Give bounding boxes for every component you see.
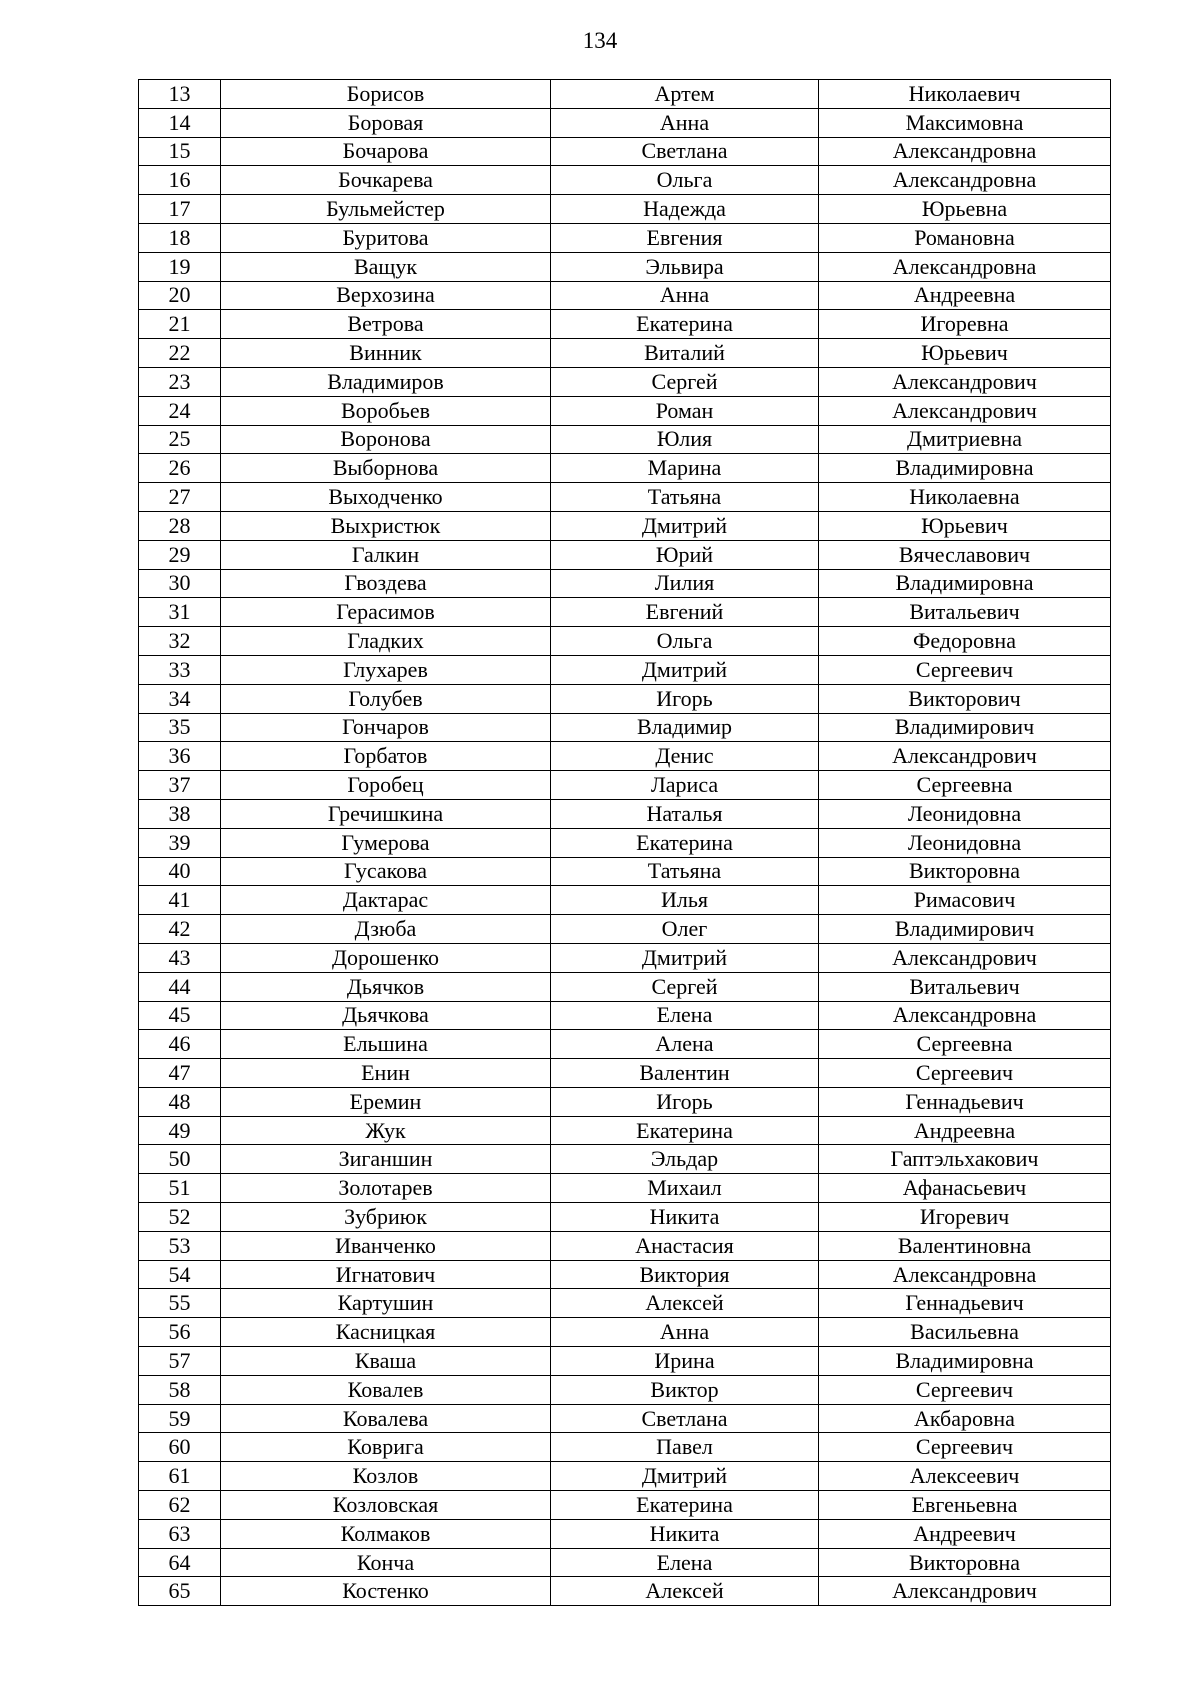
last-name-cell: Гвоздева [221, 569, 551, 598]
last-name-cell: Гусакова [221, 857, 551, 886]
first-name-cell: Екатерина [551, 1491, 819, 1520]
row-number-cell: 54 [139, 1260, 221, 1289]
row-number-cell: 60 [139, 1433, 221, 1462]
patronymic-cell: Дмитриевна [819, 425, 1111, 454]
first-name-cell: Сергей [551, 367, 819, 396]
first-name-cell: Дмитрий [551, 943, 819, 972]
first-name-cell: Екатерина [551, 310, 819, 339]
row-number-cell: 17 [139, 195, 221, 224]
table-row [139, 454, 1111, 483]
patronymic-cell: Леонидовна [819, 828, 1111, 857]
patronymic-cell: Александрович [819, 367, 1111, 396]
row-number-cell: 50 [139, 1145, 221, 1174]
patronymic-cell: Витальевич [819, 598, 1111, 627]
patronymic-cell: Алексеевич [819, 1462, 1111, 1491]
first-name-cell: Светлана [551, 137, 819, 166]
table-row [139, 137, 1111, 166]
first-name-cell: Евгений [551, 598, 819, 627]
table-row [139, 742, 1111, 771]
row-number-cell: 56 [139, 1318, 221, 1347]
last-name-cell: Ковалев [221, 1375, 551, 1404]
patronymic-cell: Александрович [819, 943, 1111, 972]
row-number-cell: 19 [139, 252, 221, 281]
table-row [139, 1404, 1111, 1433]
table-row [139, 1174, 1111, 1203]
last-name-cell: Жук [221, 1116, 551, 1145]
first-name-cell: Валентин [551, 1059, 819, 1088]
row-number-cell: 57 [139, 1347, 221, 1376]
patronymic-cell: Андреевна [819, 1116, 1111, 1145]
table-row [139, 108, 1111, 137]
last-name-cell: Бульмейстер [221, 195, 551, 224]
first-name-cell: Игорь [551, 684, 819, 713]
last-name-cell: Ельшина [221, 1030, 551, 1059]
table-row [139, 1203, 1111, 1232]
patronymic-cell: Владимировна [819, 454, 1111, 483]
row-number-cell: 58 [139, 1375, 221, 1404]
table-row [139, 1145, 1111, 1174]
patronymic-cell: Витальевич [819, 972, 1111, 1001]
table-row [139, 655, 1111, 684]
last-name-cell: Винник [221, 339, 551, 368]
patronymic-cell: Викторович [819, 684, 1111, 713]
row-number-cell: 42 [139, 915, 221, 944]
last-name-cell: Бочкарева [221, 166, 551, 195]
table-row [139, 1087, 1111, 1116]
first-name-cell: Эльдар [551, 1145, 819, 1174]
row-number-cell: 61 [139, 1462, 221, 1491]
last-name-cell: Буритова [221, 223, 551, 252]
last-name-cell: Енин [221, 1059, 551, 1088]
last-name-cell: Дьячкова [221, 1001, 551, 1030]
row-number-cell: 29 [139, 540, 221, 569]
table-row [139, 483, 1111, 512]
patronymic-cell: Владимирович [819, 915, 1111, 944]
row-number-cell: 25 [139, 425, 221, 454]
patronymic-cell: Акбаровна [819, 1404, 1111, 1433]
table-row [139, 1462, 1111, 1491]
first-name-cell: Юлия [551, 425, 819, 454]
last-name-cell: Дорошенко [221, 943, 551, 972]
row-number-cell: 63 [139, 1519, 221, 1548]
last-name-cell: Воронова [221, 425, 551, 454]
table-row [139, 252, 1111, 281]
last-name-cell: Зиганшин [221, 1145, 551, 1174]
last-name-cell: Выборнова [221, 454, 551, 483]
patronymic-cell: Сергеевич [819, 1375, 1111, 1404]
patronymic-cell: Сергеевна [819, 1030, 1111, 1059]
patronymic-cell: Александрович [819, 1577, 1111, 1606]
last-name-cell: Зубриюк [221, 1203, 551, 1232]
row-number-cell: 35 [139, 713, 221, 742]
last-name-cell: Колмаков [221, 1519, 551, 1548]
last-name-cell: Золотарев [221, 1174, 551, 1203]
table-row [139, 1116, 1111, 1145]
row-number-cell: 53 [139, 1231, 221, 1260]
patronymic-cell: Федоровна [819, 627, 1111, 656]
row-number-cell: 18 [139, 223, 221, 252]
table-row [139, 857, 1111, 886]
table-row [139, 1001, 1111, 1030]
row-number-cell: 65 [139, 1577, 221, 1606]
patronymic-cell: Гаптэльхакович [819, 1145, 1111, 1174]
patronymic-cell: Афанасьевич [819, 1174, 1111, 1203]
table-row [139, 598, 1111, 627]
table-row [139, 1231, 1111, 1260]
row-number-cell: 39 [139, 828, 221, 857]
first-name-cell: Лилия [551, 569, 819, 598]
last-name-cell: Ващук [221, 252, 551, 281]
table-row [139, 799, 1111, 828]
table-row [139, 310, 1111, 339]
first-name-cell: Ольга [551, 166, 819, 195]
patronymic-cell: Владимирович [819, 713, 1111, 742]
last-name-cell: Гумерова [221, 828, 551, 857]
first-name-cell: Евгения [551, 223, 819, 252]
last-name-cell: Козловская [221, 1491, 551, 1520]
first-name-cell: Михаил [551, 1174, 819, 1203]
table-row [139, 1059, 1111, 1088]
first-name-cell: Надежда [551, 195, 819, 224]
first-name-cell: Артем [551, 80, 819, 109]
table-row [139, 886, 1111, 915]
table-row [139, 511, 1111, 540]
row-number-cell: 38 [139, 799, 221, 828]
first-name-cell: Владимир [551, 713, 819, 742]
row-number-cell: 41 [139, 886, 221, 915]
row-number-cell: 36 [139, 742, 221, 771]
patronymic-cell: Сергеевна [819, 771, 1111, 800]
page-number: 134 [582, 28, 618, 53]
table-row [139, 569, 1111, 598]
table-row [139, 1433, 1111, 1462]
last-name-cell: Дзюба [221, 915, 551, 944]
patronymic-cell: Игоревна [819, 310, 1111, 339]
table-row [139, 367, 1111, 396]
row-number-cell: 59 [139, 1404, 221, 1433]
first-name-cell: Светлана [551, 1404, 819, 1433]
first-name-cell: Анна [551, 1318, 819, 1347]
first-name-cell: Елена [551, 1001, 819, 1030]
first-name-cell: Дмитрий [551, 1462, 819, 1491]
table-row [139, 713, 1111, 742]
row-number-cell: 62 [139, 1491, 221, 1520]
table-row [139, 281, 1111, 310]
patronymic-cell: Андреевна [819, 281, 1111, 310]
last-name-cell: Иванченко [221, 1231, 551, 1260]
last-name-cell: Дактарас [221, 886, 551, 915]
table-row [139, 1548, 1111, 1577]
patronymic-cell: Евгеньевна [819, 1491, 1111, 1520]
table-row [139, 1577, 1111, 1606]
table-row [139, 1260, 1111, 1289]
row-number-cell: 49 [139, 1116, 221, 1145]
last-name-cell: Гладких [221, 627, 551, 656]
first-name-cell: Дмитрий [551, 511, 819, 540]
table-row [139, 1375, 1111, 1404]
row-number-cell: 21 [139, 310, 221, 339]
first-name-cell: Ольга [551, 627, 819, 656]
table-row [139, 972, 1111, 1001]
patronymic-cell: Александрович [819, 742, 1111, 771]
first-name-cell: Денис [551, 742, 819, 771]
row-number-cell: 28 [139, 511, 221, 540]
row-number-cell: 46 [139, 1030, 221, 1059]
last-name-cell: Бочарова [221, 137, 551, 166]
row-number-cell: 23 [139, 367, 221, 396]
patronymic-cell: Юрьевич [819, 511, 1111, 540]
patronymic-cell: Юрьевич [819, 339, 1111, 368]
last-name-cell: Ковалева [221, 1404, 551, 1433]
last-name-cell: Герасимов [221, 598, 551, 627]
patronymic-cell: Валентиновна [819, 1231, 1111, 1260]
last-name-cell: Еремин [221, 1087, 551, 1116]
patronymic-cell: Геннадьевич [819, 1087, 1111, 1116]
last-name-cell: Галкин [221, 540, 551, 569]
first-name-cell: Ирина [551, 1347, 819, 1376]
patronymic-cell: Юрьевна [819, 195, 1111, 224]
row-number-cell: 22 [139, 339, 221, 368]
row-number-cell: 51 [139, 1174, 221, 1203]
patronymic-cell: Александрович [819, 396, 1111, 425]
row-number-cell: 37 [139, 771, 221, 800]
last-name-cell: Гречишкина [221, 799, 551, 828]
table-row [139, 684, 1111, 713]
patronymic-cell: Сергеевич [819, 1059, 1111, 1088]
first-name-cell: Марина [551, 454, 819, 483]
row-number-cell: 52 [139, 1203, 221, 1232]
first-name-cell: Анна [551, 281, 819, 310]
row-number-cell: 44 [139, 972, 221, 1001]
first-name-cell: Алена [551, 1030, 819, 1059]
first-name-cell: Анна [551, 108, 819, 137]
table-row [139, 915, 1111, 944]
table-row [139, 1347, 1111, 1376]
last-name-cell: Глухарев [221, 655, 551, 684]
row-number-cell: 64 [139, 1548, 221, 1577]
patronymic-cell: Николаевич [819, 80, 1111, 109]
first-name-cell: Виктор [551, 1375, 819, 1404]
table-row [139, 339, 1111, 368]
last-name-cell: Козлов [221, 1462, 551, 1491]
table-row [139, 828, 1111, 857]
patronymic-cell: Игоревич [819, 1203, 1111, 1232]
first-name-cell: Елена [551, 1548, 819, 1577]
patronymic-cell: Александровна [819, 166, 1111, 195]
patronymic-cell: Владимировна [819, 1347, 1111, 1376]
row-number-cell: 30 [139, 569, 221, 598]
last-name-cell: Воробьев [221, 396, 551, 425]
row-number-cell: 33 [139, 655, 221, 684]
row-number-cell: 16 [139, 166, 221, 195]
table-row [139, 1491, 1111, 1520]
first-name-cell: Виталий [551, 339, 819, 368]
first-name-cell: Сергей [551, 972, 819, 1001]
last-name-cell: Владимиров [221, 367, 551, 396]
table-row [139, 943, 1111, 972]
first-name-cell: Алексей [551, 1577, 819, 1606]
first-name-cell: Дмитрий [551, 655, 819, 684]
first-name-cell: Лариса [551, 771, 819, 800]
table-row [139, 540, 1111, 569]
patronymic-cell: Александровна [819, 1260, 1111, 1289]
row-number-cell: 55 [139, 1289, 221, 1318]
patronymic-cell: Николаевна [819, 483, 1111, 512]
first-name-cell: Алексей [551, 1289, 819, 1318]
first-name-cell: Олег [551, 915, 819, 944]
row-number-cell: 32 [139, 627, 221, 656]
last-name-cell: Костенко [221, 1577, 551, 1606]
first-name-cell: Никита [551, 1519, 819, 1548]
table-row [139, 80, 1111, 109]
patronymic-cell: Сергеевич [819, 655, 1111, 684]
table-row [139, 771, 1111, 800]
first-name-cell: Павел [551, 1433, 819, 1462]
patronymic-cell: Романовна [819, 223, 1111, 252]
patronymic-cell: Александровна [819, 252, 1111, 281]
patronymic-cell: Леонидовна [819, 799, 1111, 828]
first-name-cell: Виктория [551, 1260, 819, 1289]
row-number-cell: 47 [139, 1059, 221, 1088]
last-name-cell: Касницкая [221, 1318, 551, 1347]
first-name-cell: Илья [551, 886, 819, 915]
last-name-cell: Игнатович [221, 1260, 551, 1289]
table-row [139, 396, 1111, 425]
row-number-cell: 34 [139, 684, 221, 713]
row-number-cell: 20 [139, 281, 221, 310]
first-name-cell: Юрий [551, 540, 819, 569]
last-name-cell: Картушин [221, 1289, 551, 1318]
last-name-cell: Борисов [221, 80, 551, 109]
table-row [139, 425, 1111, 454]
last-name-cell: Горбатов [221, 742, 551, 771]
row-number-cell: 43 [139, 943, 221, 972]
first-name-cell: Роман [551, 396, 819, 425]
patronymic-cell: Васильевна [819, 1318, 1111, 1347]
first-name-cell: Татьяна [551, 483, 819, 512]
names-table-body [139, 80, 1111, 1606]
last-name-cell: Горобец [221, 771, 551, 800]
first-name-cell: Никита [551, 1203, 819, 1232]
last-name-cell: Ветрова [221, 310, 551, 339]
patronymic-cell: Сергеевич [819, 1433, 1111, 1462]
row-number-cell: 31 [139, 598, 221, 627]
last-name-cell: Выхристюк [221, 511, 551, 540]
patronymic-cell: Римасович [819, 886, 1111, 915]
patronymic-cell: Викторовна [819, 1548, 1111, 1577]
row-number-cell: 27 [139, 483, 221, 512]
first-name-cell: Екатерина [551, 1116, 819, 1145]
first-name-cell: Екатерина [551, 828, 819, 857]
names-table [138, 79, 1111, 1606]
last-name-cell: Боровая [221, 108, 551, 137]
row-number-cell: 14 [139, 108, 221, 137]
patronymic-cell: Владимировна [819, 569, 1111, 598]
patronymic-cell: Александровна [819, 1001, 1111, 1030]
row-number-cell: 40 [139, 857, 221, 886]
patronymic-cell: Викторовна [819, 857, 1111, 886]
last-name-cell: Голубев [221, 684, 551, 713]
first-name-cell: Игорь [551, 1087, 819, 1116]
patronymic-cell: Геннадьевич [819, 1289, 1111, 1318]
patronymic-cell: Вячеславович [819, 540, 1111, 569]
patronymic-cell: Андреевич [819, 1519, 1111, 1548]
last-name-cell: Верхозина [221, 281, 551, 310]
table-row [139, 1318, 1111, 1347]
table-row [139, 166, 1111, 195]
row-number-cell: 48 [139, 1087, 221, 1116]
first-name-cell: Татьяна [551, 857, 819, 886]
row-number-cell: 15 [139, 137, 221, 166]
patronymic-cell: Максимовна [819, 108, 1111, 137]
table-row [139, 1030, 1111, 1059]
row-number-cell: 13 [139, 80, 221, 109]
last-name-cell: Дьячков [221, 972, 551, 1001]
row-number-cell: 24 [139, 396, 221, 425]
last-name-cell: Кваша [221, 1347, 551, 1376]
first-name-cell: Анастасия [551, 1231, 819, 1260]
table-row [139, 1289, 1111, 1318]
row-number-cell: 26 [139, 454, 221, 483]
table-row [139, 223, 1111, 252]
table-row [139, 1519, 1111, 1548]
patronymic-cell: Александровна [819, 137, 1111, 166]
row-number-cell: 45 [139, 1001, 221, 1030]
last-name-cell: Конча [221, 1548, 551, 1577]
first-name-cell: Эльвира [551, 252, 819, 281]
first-name-cell: Наталья [551, 799, 819, 828]
last-name-cell: Гончаров [221, 713, 551, 742]
last-name-cell: Коврига [221, 1433, 551, 1462]
table-row [139, 195, 1111, 224]
table-row [139, 627, 1111, 656]
last-name-cell: Выходченко [221, 483, 551, 512]
